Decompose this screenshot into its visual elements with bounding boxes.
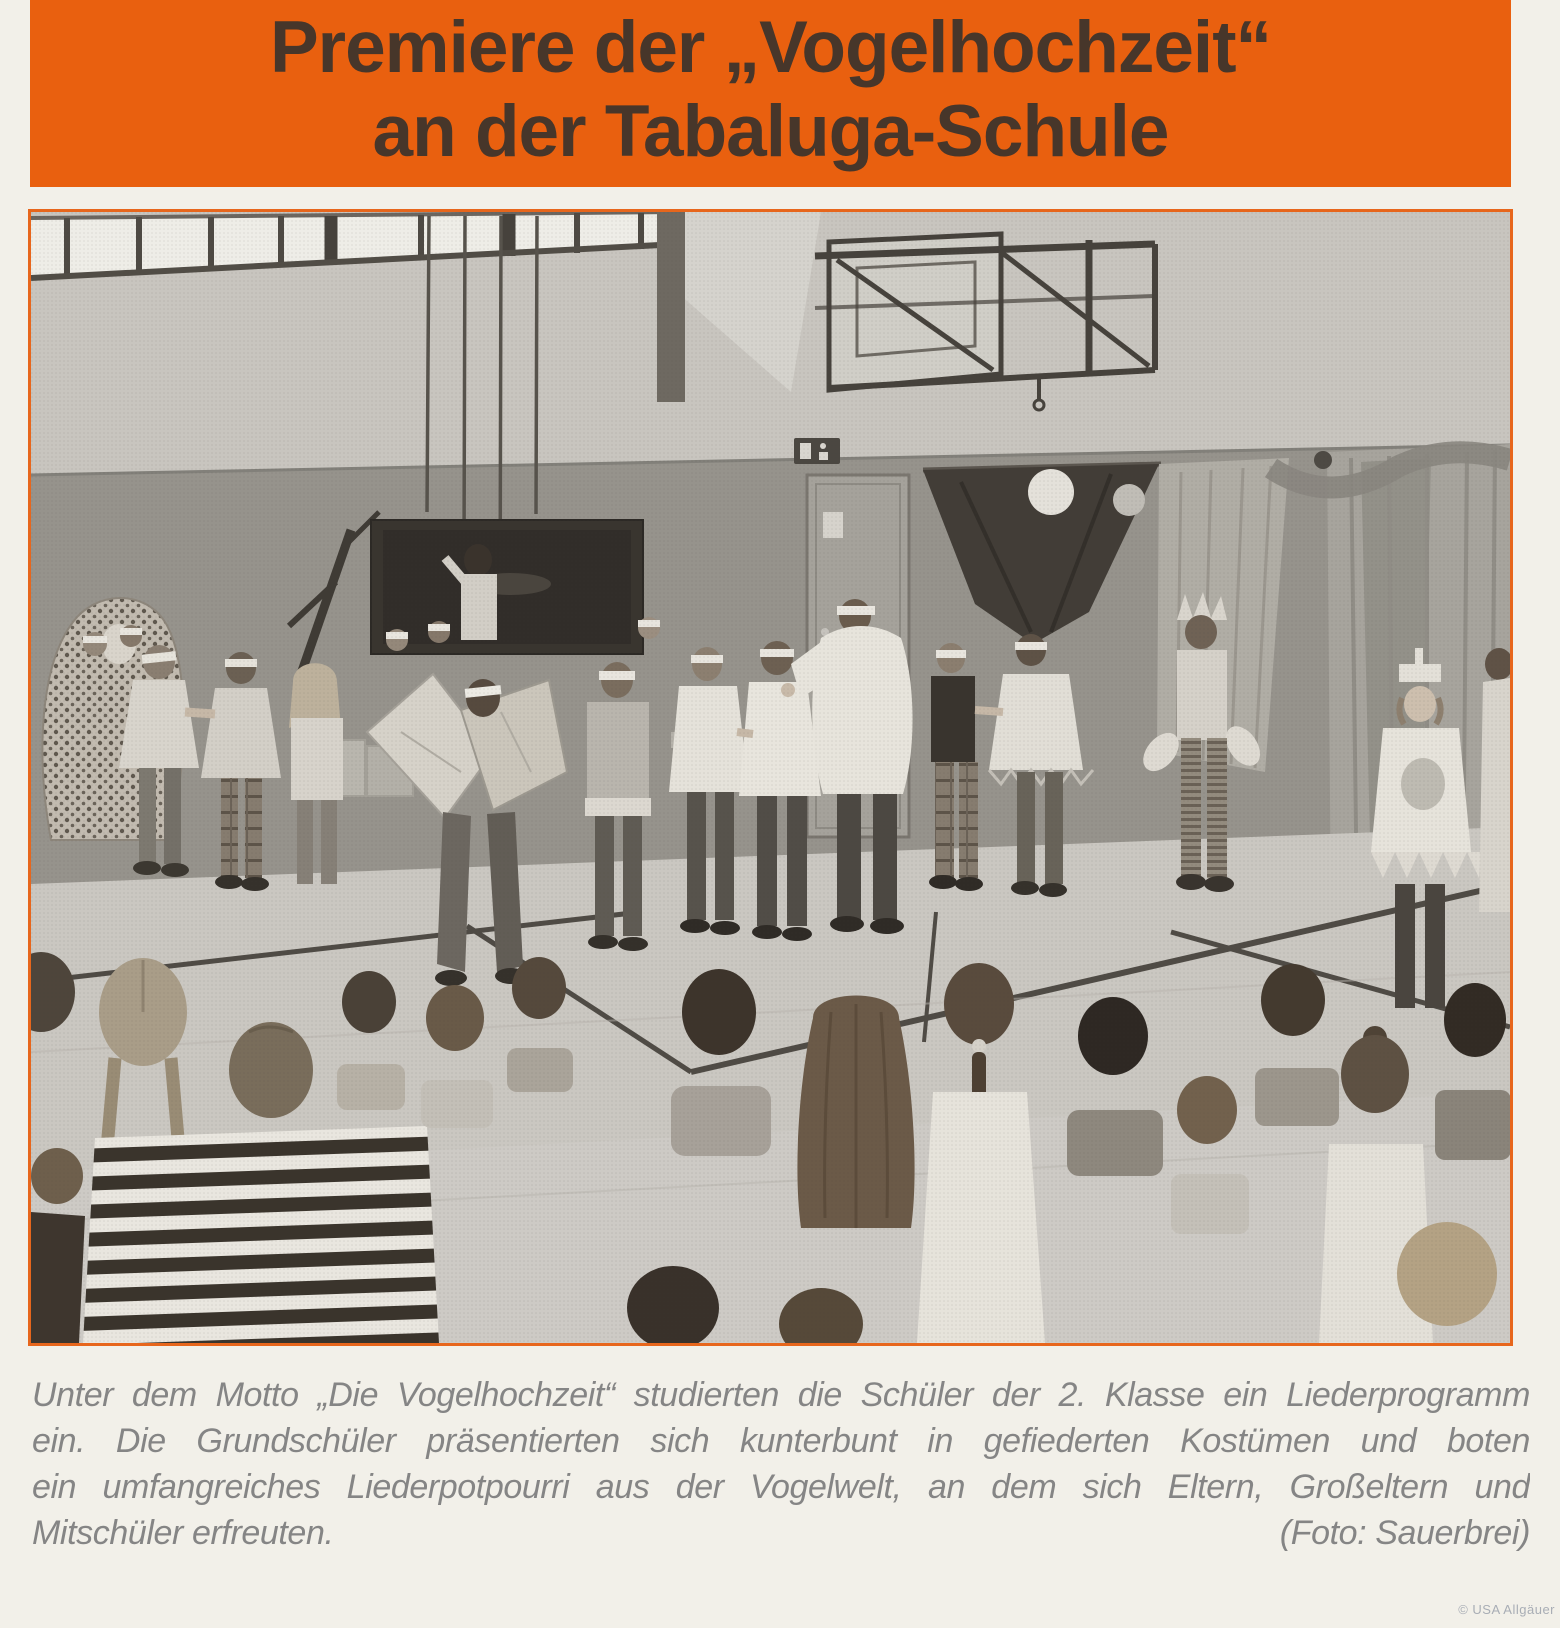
photo-caption bbox=[32, 1372, 1530, 1556]
caption-line: ein. Die Grundschüler präsentierten sich kunterbunt in gefiederten Kostümen und boten bbox=[32, 1422, 1530, 1460]
halftone-overlay bbox=[31, 212, 1510, 1343]
caption-line: Unter dem Motto „Die Vogelhochzeit“ studierten die Schüler der 2. Klasse ein Liederprogramm bbox=[32, 1376, 1530, 1414]
photo-credit: (Foto: Sauerbrei) bbox=[1279, 1514, 1530, 1552]
headline-line-1: Premiere der „Vogelhochzeit“ bbox=[269, 7, 1272, 88]
headline-banner bbox=[30, 0, 1511, 187]
photo-frame bbox=[28, 209, 1513, 1346]
caption-last-line: Mitschüler erfreuten. bbox=[32, 1514, 334, 1552]
caption-line: ein umfangreiches Liederpotpourri aus der Vogelwelt, an dem sich Eltern, Großeltern und bbox=[32, 1468, 1530, 1506]
gym-photo bbox=[31, 212, 1510, 1343]
headline-line-2: an der Tabaluga-Schule bbox=[372, 91, 1169, 172]
copyright-note: © USA Allgäuer bbox=[1458, 1602, 1555, 1617]
